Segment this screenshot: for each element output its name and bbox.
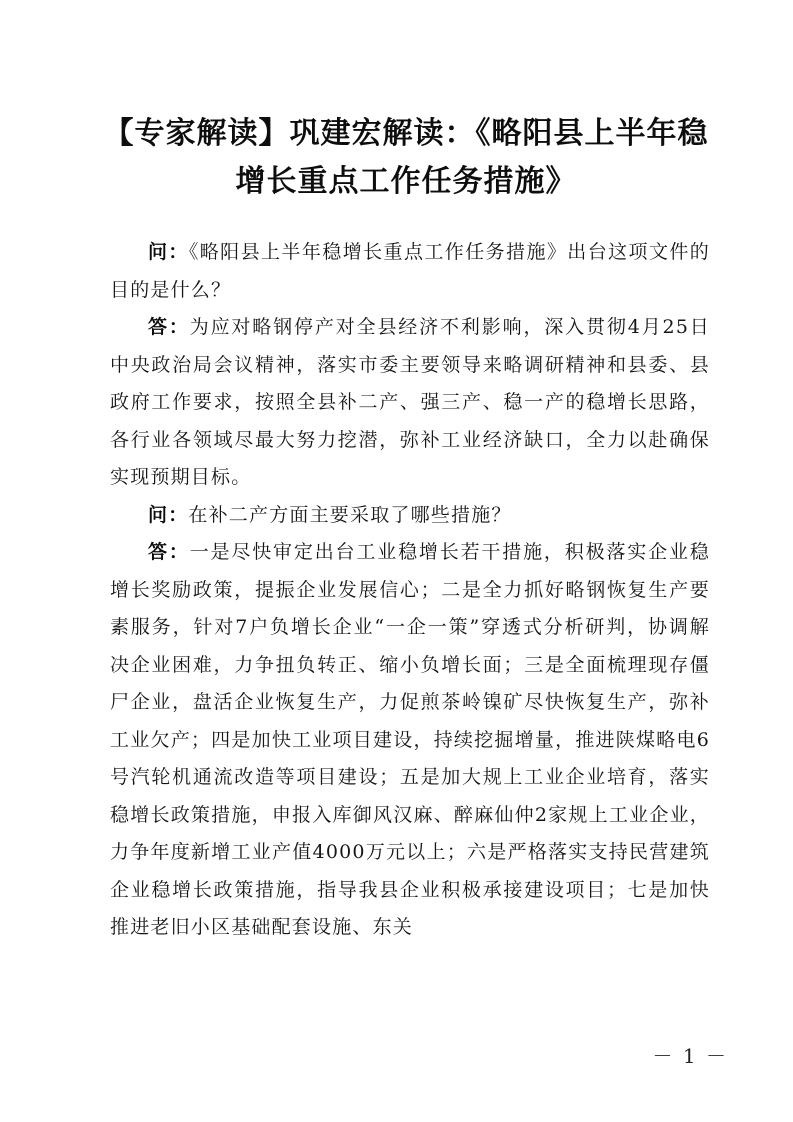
answer-paragraph: [110, 534, 710, 947]
question-paragraph: [110, 234, 710, 309]
question-paragraph: [110, 497, 710, 535]
answer-text: 为应对略钢停产对全县经济不利影响，深入贯彻4月25日中央政治局会议精神，落实市委主要领导来略调研精神和县委、县政府工作要求，按照全县补二产、强三产、稳一产的稳增长思路，各行业各领域尽最大努力挖潜，弥补工业经济缺口，全力以赴确保实现预期目标。: [110, 316, 710, 488]
question-label: 问：: [148, 241, 189, 263]
page-number: － 1 －: [652, 1044, 728, 1068]
document-title: 【专家解读】巩建宏解读：《略阳县上半年稳增长重点工作任务措施》: [103, 116, 709, 199]
document-body: [110, 234, 710, 947]
answer-label: 答：: [148, 316, 190, 338]
answer-label: 答：: [148, 541, 190, 563]
answer-paragraph: [110, 309, 710, 497]
question-label: 问：: [148, 503, 189, 526]
answer-text: 一是尽快审定出台工业稳增长若干措施，积极落实企业稳增长奖励政策，提振企业发展信心；二是全力抓好略钢恢复生产要素服务，针对7户负增长企业“一企一策”穿透式分析研判，协调解决企业困难，力争扭负转正、缩小负增长面；三是全面梳理现存僵尸企业，盘活企业恢复生产，力促煎茶岭镍矿尽快恢复生产，弥补工业欠产；四是加快工业项目建设，持续挖掘增量，推进陕煤略电6号汽轮机通流改造等项目建设；五是加大规上工业企业培育，落实稳增长政策措施，申报入库御风汉麻、醉麻仙仲2家规上工业企业，力争年度新增工业产值4000万元以上；六是严格落实支持民营建筑企业稳增长政策措施，指导我县企业积极承接建设项目；七是加快推进老旧小区基础配套设施、东关: [110, 541, 710, 938]
question-text: 《略阳县上半年稳增长重点工作任务措施》出台这项文件的目的是什么？: [110, 241, 710, 301]
question-text: 在补二产方面主要采取了哪些措施？: [188, 503, 512, 526]
